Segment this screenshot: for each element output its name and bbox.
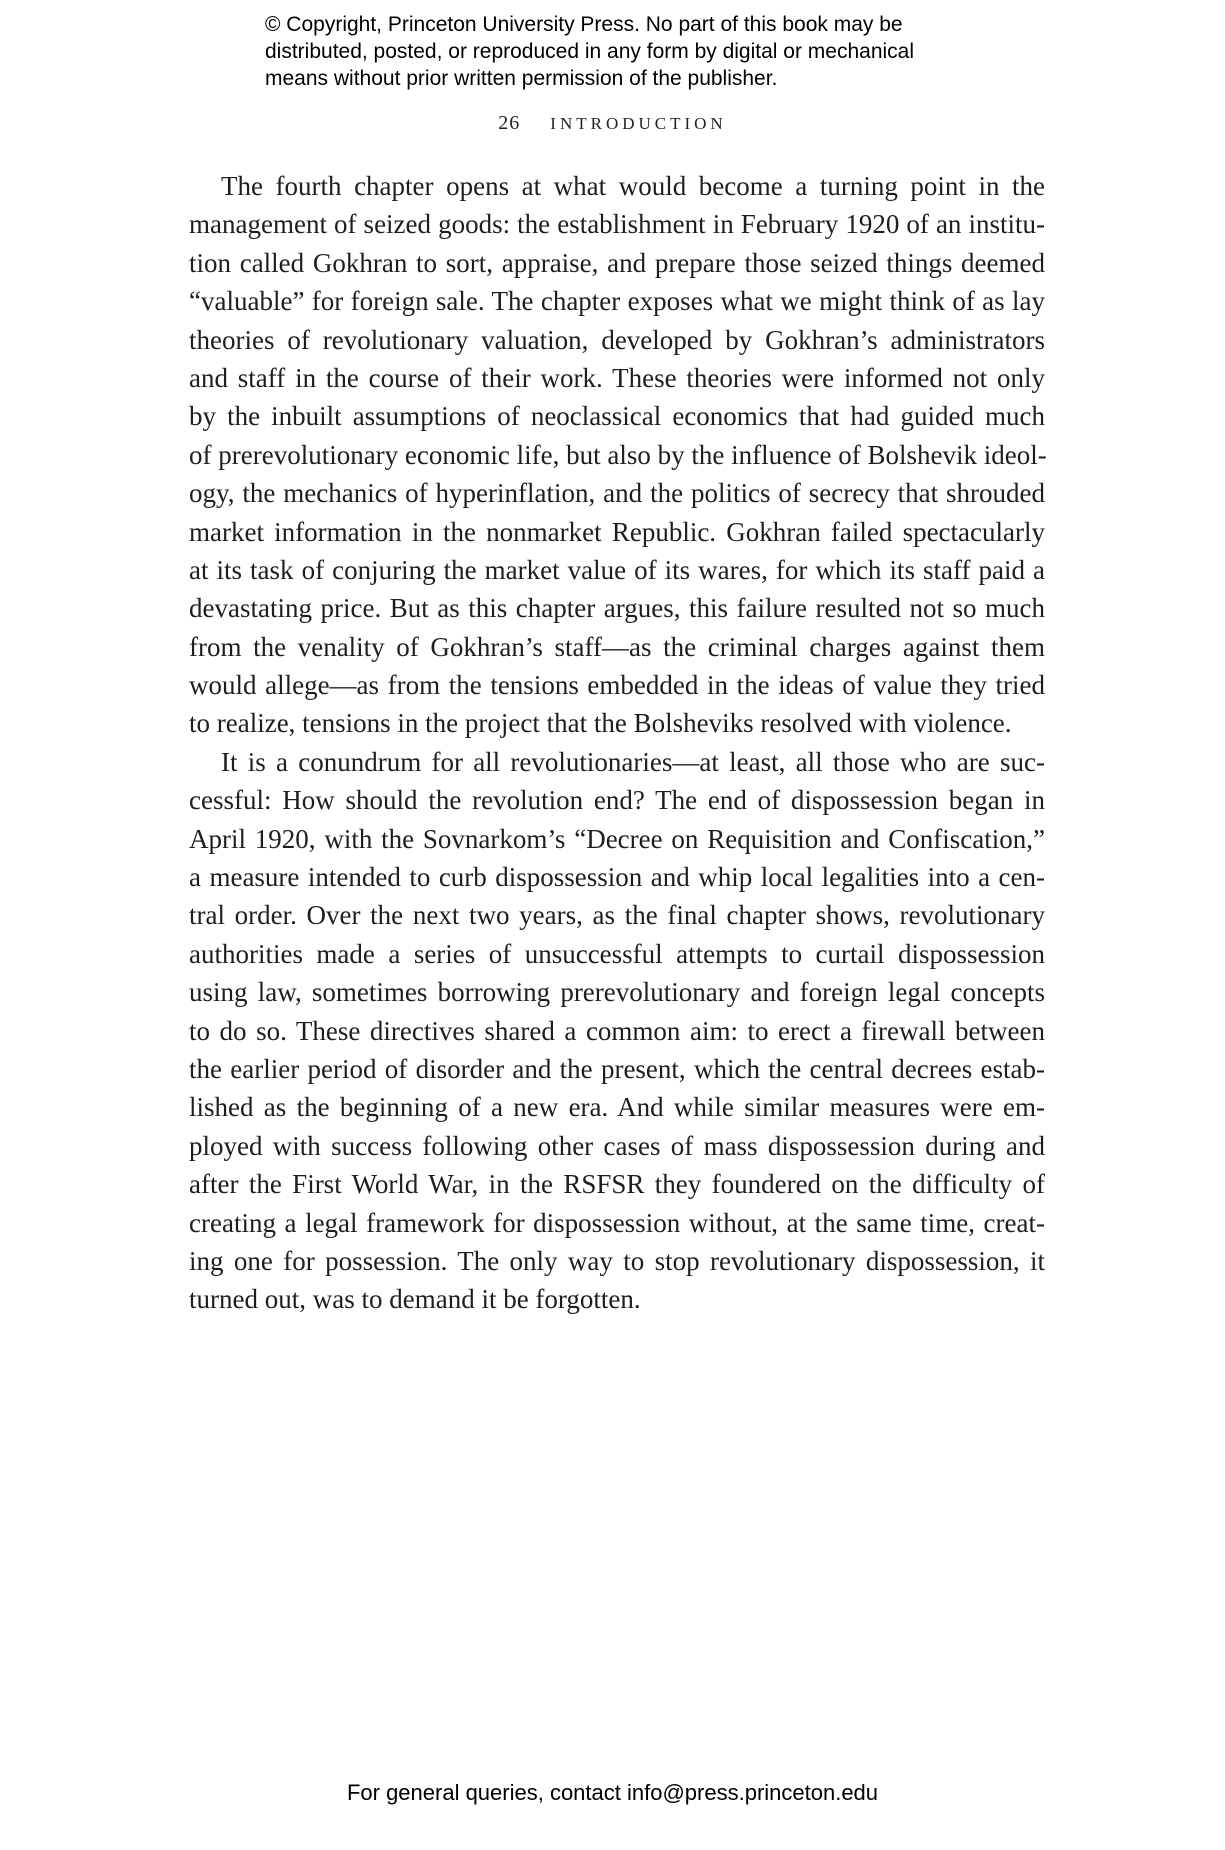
text-line: market information in the nonmarket Republic. Gokhran failed spectacularly [189, 516, 1045, 547]
text-line: of prerevolutionary economic life, but also by the influence of Bolshevik ideol- [189, 439, 1047, 470]
text-line: theories of revolutionary valuation, developed by Gokhran’s administrators [189, 324, 1045, 355]
text-line: to do so. These directives shared a common aim: to erect a firewall between [189, 1015, 1045, 1046]
text-line: to realize, tensions in the project that the Bolsheviks resolved with violence. [189, 708, 1012, 739]
text-line: would allege—as from the tensions embedded in the ideas of value they tried [189, 670, 1045, 701]
text-line: authorities made a series of unsuccessful attempts to curtail dispossession [189, 938, 1045, 969]
text-line: ogy, the mechanics of hyperinflation, and the politics of secrecy that shrouded [189, 478, 1045, 509]
text-line: after the First World War, in the RSFSR they foundered on the difficulty of [189, 1169, 1045, 1200]
copyright-line: distributed, posted, or reproduced in any form by digital or mechanical [265, 40, 915, 63]
copyright-line: means without prior written permission of the publisher. [265, 67, 778, 90]
text-line: cessful: How should the revolution end? The end of dispossession began in [189, 785, 1045, 816]
text-line: creating a legal framework for dispossession without, at the same time, creat- [189, 1207, 1045, 1238]
chapter-title: INTRODUCTION [550, 114, 727, 133]
text-line: tion called Gokhran to sort, appraise, and prepare those seized things deemed [189, 247, 1045, 278]
body-text [189, 167, 1045, 1319]
text-line: a measure intended to curb dispossession and whip local legalities into a cen- [189, 862, 1045, 893]
text-line: and staff in the course of their work. These theories were informed not only [189, 362, 1045, 393]
text-line: “valuable” for foreign sale. The chapter exposes what we might think of as lay [189, 286, 1045, 317]
text-line: ployed with success following other cases of mass dispossession during and [189, 1130, 1045, 1161]
text-line: devastating price. But as this chapter argues, this failure resulted not so much [189, 593, 1045, 624]
text-line: The fourth chapter opens at what would become a turning point in the [221, 171, 1045, 201]
text-line: using law, sometimes borrowing prerevolutionary and foreign legal concepts [189, 977, 1045, 1008]
text-line: It is a conundrum for all revolutionaries—at least, all those who are suc- [221, 746, 1045, 777]
text-line: the earlier period of disorder and the present, which the central decrees estab- [189, 1053, 1045, 1084]
text-line: tral order. Over the next two years, as the final chapter shows, revolutionary [189, 900, 1045, 931]
text-line: by the inbuilt assumptions of neoclassical economics that had guided much [189, 401, 1045, 432]
running-head [0, 112, 1225, 135]
text-line: lished as the beginning of a new era. And while similar measures were em- [189, 1092, 1045, 1123]
text-line: at its task of conjuring the market value of its wares, for which its staff paid a [189, 554, 1045, 585]
text-line: management of seized goods: the establishment in February 1920 of an institu- [189, 209, 1045, 240]
copyright-notice [265, 11, 1025, 92]
text-line: April 1920, with the Sovnarkom’s “Decree on Requisition and Confiscation,” [189, 823, 1045, 854]
page-number: 26 [498, 112, 521, 134]
footer-contact: For general queries, contact info@press.princeton.edu [346, 1780, 879, 1805]
text-line: from the venality of Gokhran’s staff—as the criminal charges against them [189, 631, 1045, 662]
copyright-line: © Copyright, Princeton University Press. No part of this book may be [265, 13, 903, 36]
text-line: turned out, was to demand it be forgotten. [189, 1284, 641, 1315]
text-line: ing one for possession. The only way to stop revolutionary dispossession, it [189, 1245, 1045, 1276]
